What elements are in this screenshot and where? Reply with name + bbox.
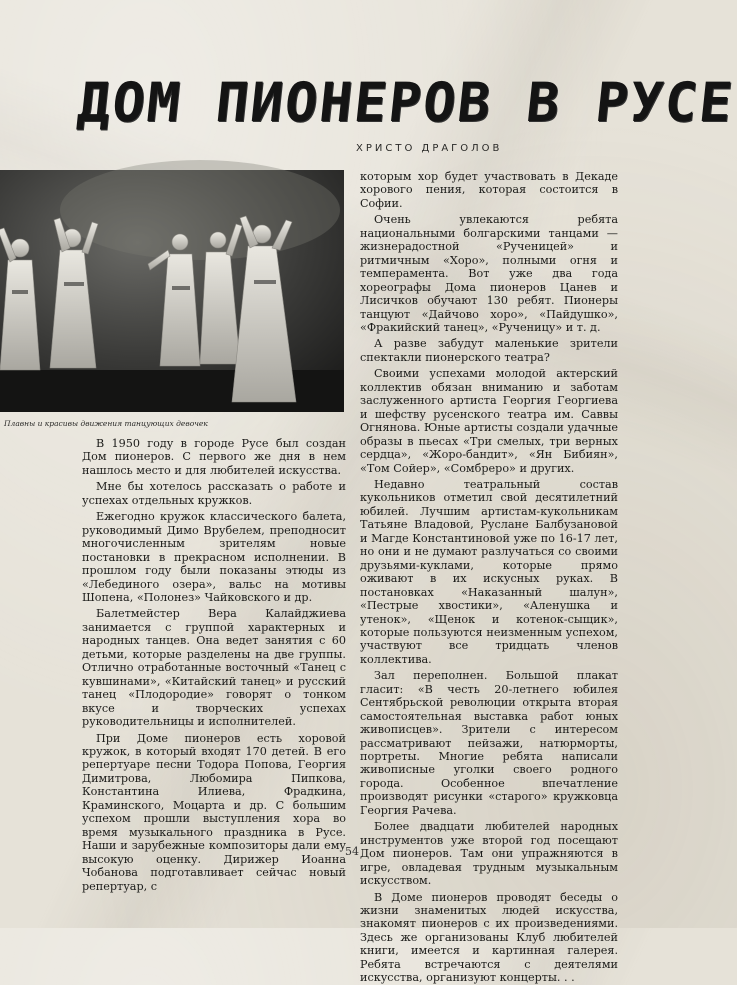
paragraph: А разве забудут маленькие зрители спектакли пионерского театра? xyxy=(360,337,618,364)
paragraph: В Доме пионеров проводят беседы о жизни знаменитых людей искусства, знакомят пионеров с их произведениями. Здесь же организованы Клуб любителей книги, имеется и картинная галерея. Ребята встречаются с деятелями искусства, организуют концерты. . . xyxy=(360,890,618,985)
paragraph: Ежегодно кружок классического балета, руководимый Димо Врубелем, преподносит многочисленным зрителям новые постановки в прекрасном исполнении. В прошлом году были показаны этюды из «Лебединого озера», вальс на мотивы Шопена, «Полонез» Чайковского и др. xyxy=(82,510,346,604)
photo-dancing-girls xyxy=(0,170,344,412)
photo-illustration xyxy=(0,170,344,412)
paragraph: Недавно театральный состав кукольников отметил свой десятилетний юбилей. Лучшим артистам-кукольникам Татьяне Владовой, Руслане Балбузановой и Магде Константиновой уже по 16-17 лет, но они и не думают разлучаться со своими друзьями-куклами, которые прямо оживают в их искусных руках. В постановках «Наказанный шалун», «Пестрые хвостики», «Аленушка и утенок», «Щенок и котенок-сыщик», которые пользуются неизменным успехом, участвуют все тридцать членов коллектива. xyxy=(360,477,618,666)
paragraph: В 1950 году в городе Русе был создан Дом пионеров. С первого же дня в нем нашлось место и для любителей искусства. xyxy=(82,437,346,477)
paragraph: которым хор будет участвовать в Декаде хорового пения, которая состоится в Софии. xyxy=(360,170,618,210)
page-number: 54 xyxy=(345,845,359,858)
paragraph: Зал переполнен. Большой плакат гласит: «В честь 20-летнего юбилея Сентябрьской революции открыта вторая самостоятельная выставка работ юных живописцев». Зрители с интересом рассматривают пейзажи, натюрморты, портреты. Многие ребята написали живописные уголки своего родного города. Особенное впечатление производят рисунки «старого» кружковца Георгия Рачева. xyxy=(360,669,618,817)
paragraph: Балетмейстер Вера Калайджиева занимается с группой характерных и народных танцев. Она ведет занятия с 60 детьми, которые разделены на две группы. Отлично отработанные восточный «Танец с кувшинами», «Китайский танец» и русский танец «Плодородие» говорят о тонком вкусе и творческих успехах руководительницы и исполнителей. xyxy=(82,607,346,729)
paragraph: Очень увлекаются ребята национальными болгарскими танцами — жизнерадостной «Рученицей» и ритмичным «Хоро», полными огня и темперамента. Вот уже два года хореографы Дома пионеров Цанев и Лисичков обучают 130 ребят. Пионеры танцуют «Дайчово хоро», «Пайдушко», «Фракийский танец», «Рученицу» и т. д. xyxy=(360,213,618,334)
right-column xyxy=(360,170,618,985)
article-title: ДОМ ПИОНЕРОВ В РУСЕ xyxy=(74,71,737,134)
paragraph: Своими успехами молодой актерский коллектив обязан вниманию и заботам заслуженного артиста Георгия Георгиева и шефству русенского театра им. Саввы Огнянова. Юные артисты создали удачные образы в пьесах «Три смелых, три верных сердца», «Жоро-бандит», «Ян Бибиян», «Том Сойер», «Сомбреро» и других. xyxy=(360,367,618,475)
left-column xyxy=(82,437,346,893)
article-author: ХРИСТО ДРАГОЛОВ xyxy=(356,143,503,154)
photo-caption: Плавны и красивы движения танцующих девочек xyxy=(4,419,208,428)
paragraph: Мне бы хотелось рассказать о работе и успехах отдельных кружков. xyxy=(82,480,346,507)
paragraph: Более двадцати любителей народных инструментов уже второй год посещают Дом пионеров. Там они упражняются в игре, овладевая трудным музыкальным искусством. xyxy=(360,820,618,888)
paragraph: При Доме пионеров есть хоровой кружок, в который входят 170 детей. В его репертуаре песни Тодора Попова, Георгия Димитрова, Любомира Пипкова, Константина Илиева, Фрадкина, Краминского, Моцарта и др. С большим успехом прошли выступления хора во время музыкального праздника в Русе. Наши и зарубежные композиторы дали ему высокую оценку. Дирижер Иоанна Чобанова подготавливает сейчас новый репертуар, с xyxy=(82,731,346,893)
